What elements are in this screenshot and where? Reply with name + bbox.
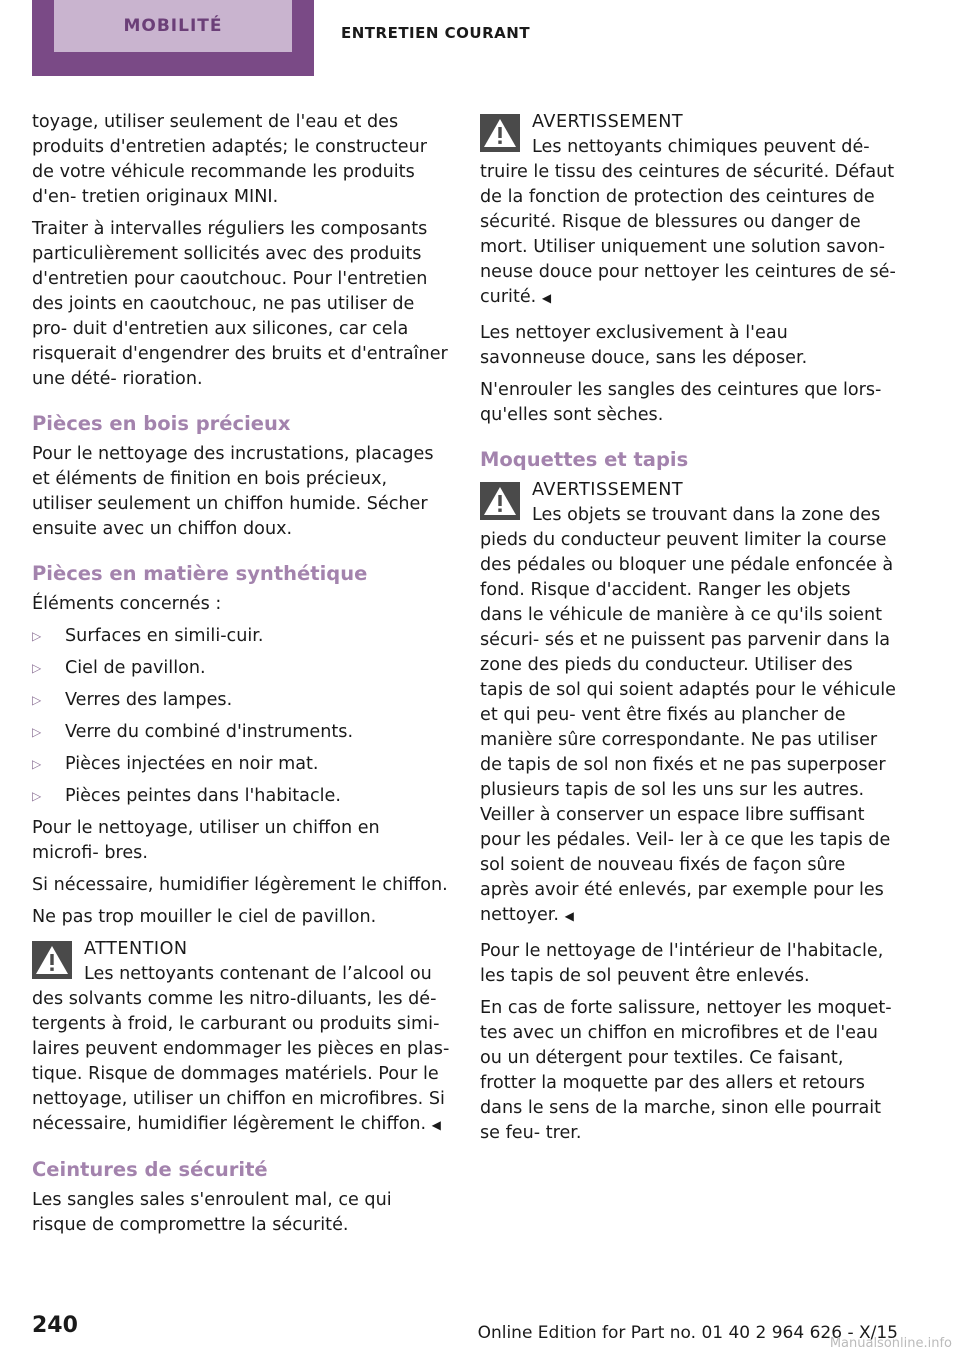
warning-text: truire le tissu des ceintures de sécurité. Défaut de la fonction de protection des ceintures de sécurité. Risque de blessures ou danger de mort. Utiliser uniquement une solution savon‐ neuse douce pour nettoyer les ceintures de sé‐ curité. — [480, 162, 896, 307]
section-title: ENTRETIEN COURANT — [341, 24, 531, 42]
paragraph: En cas de forte salissure, nettoyer les moquet‐ tes avec un chiffon en microfibres et de l'eau ou un détergent pour textiles. Ce faisant, frotter la moquette par des allers et retours dans le sens de la marche, sinon elle pourrait se feu‐ trer. — [480, 998, 892, 1143]
list-item — [32, 752, 450, 777]
heading-seatbelts: Ceintures de sécurité — [32, 1158, 268, 1181]
list-item-text: Surfaces en simili-cuir. — [65, 626, 264, 646]
warning-triangle-icon — [480, 114, 520, 152]
warning-box-carpets — [480, 478, 898, 929]
heading-wood: Pièces en bois précieux — [32, 412, 291, 435]
end-mark-icon: ◀ — [541, 291, 552, 305]
chapter-tab-label: MOBILITÉ — [54, 0, 292, 52]
list-item — [32, 656, 450, 681]
paragraph: Si nécessaire, humidifier légèrement le chiffon. — [32, 875, 448, 895]
list-item — [32, 624, 450, 649]
triangle-bullet-icon: ▷ — [32, 757, 42, 771]
triangle-bullet-icon: ▷ — [32, 725, 42, 739]
paragraph: Pour le nettoyage, utiliser un chiffon en microfi‐ bres. — [32, 818, 380, 863]
triangle-bullet-icon: ▷ — [32, 693, 42, 707]
paragraph: toyage, utiliser seulement de l'eau et des produits d'entretien adaptés; le constructeur de votre véhicule recommande les produits d'en‐ tretien originaux MINI. — [32, 112, 427, 207]
list-item — [32, 784, 450, 809]
warning-title: AVERTISSEMENT — [532, 480, 684, 500]
warning-title: AVERTISSEMENT — [532, 112, 684, 132]
paragraph: Les sangles sales s'enroulent mal, ce qui risque de compromettre la sécurité. — [32, 1190, 392, 1235]
right-column — [480, 110, 898, 1153]
page-number: 240 — [32, 1313, 78, 1338]
list-item-text: Verres des lampes. — [65, 690, 233, 710]
edition-footer: Online Edition for Part no. 01 40 2 964 626 - X/15 — [477, 1323, 898, 1343]
list-item-text: Verre du combiné d'instruments. — [65, 722, 354, 742]
watermark: Manualsonline.info — [829, 1336, 952, 1351]
list-item — [32, 720, 450, 745]
end-mark-icon: ◀ — [431, 1118, 441, 1132]
triangle-bullet-icon: ▷ — [32, 661, 42, 675]
list-item — [32, 688, 450, 713]
attention-text: des solvants comme les nitro-diluants, les dé‐ tergents à froid, le carburant ou produits simi‐ laires peuvent endommager les pièces en plas‐ tique. Risque de dommages matériels. Pour le nettoyage, utiliser un chiffon en microfibres. Si nécessaire, humidifier légèrement le chiffon. — [32, 989, 450, 1134]
triangle-bullet-icon: ▷ — [32, 789, 42, 803]
paragraph: Traiter à intervalles réguliers les composants particulièrement sollicités avec des produits d'entretien pour caoutchouc. Pour l'entretien des joints en caoutchouc, ne pas utiliser de pro‐ duit d'entretien aux silicones, car cela risquerait d'engendrer des bruits et d'entraîner une dété‐ rioration. — [32, 219, 448, 389]
warning-text: pieds du conducteur peuvent limiter la course des pédales ou bloquer une pédale enfoncée à fond. Risque d'accident. Ranger les objets dans le véhicule de manière à ce qu'ils soient sécuri‐ sés et ne puissent pas parvenir dans la zone des pieds du conducteur. Utiliser des tapis de sol qui soient adaptés pour le véhicule et qui peu‐ vent être fixés au plancher de manière sûre correspondante. Ne pas utiliser de tapis de sol non fixés et ne pas superposer plusieurs tapis de sol les uns sur les autres. Veiller à conserver un espace libre suffisant pour les pédales. Veil‐ ler à ce que les tapis de sol soient de nouveau fixés de façon sûre après avoir été enlevés, par exemple pour les nettoyer. — [480, 530, 896, 925]
warning-text-first-line: Les nettoyants chimiques peuvent dé‐ — [532, 137, 870, 157]
end-mark-icon: ◀ — [564, 909, 574, 923]
attention-title: ATTENTION — [84, 939, 188, 959]
list-item-text: Ciel de pavillon. — [65, 658, 206, 678]
parts-list — [32, 624, 450, 809]
heading-synthetic: Pièces en matière synthétique — [32, 562, 368, 585]
left-column — [32, 110, 450, 1245]
paragraph: Éléments concernés : — [32, 594, 222, 614]
warning-text-first-line: Les objets se trouvant dans la zone des — [532, 505, 881, 525]
paragraph: N'enrouler les sangles des ceintures que lors‐ qu'elles sont sèches. — [480, 380, 882, 425]
list-item-text: Pièces peintes dans l'habitacle. — [65, 786, 341, 806]
heading-carpets: Moquettes et tapis — [480, 448, 689, 471]
attention-text-first-line: Les nettoyants contenant de l’alcool ou — [84, 964, 432, 984]
warning-triangle-icon — [480, 482, 520, 520]
attention-box — [32, 937, 450, 1138]
paragraph: Pour le nettoyage des incrustations, placages et éléments de finition en bois précieux, utiliser seulement un chiffon humide. Sécher ensuite avec un chiffon doux. — [32, 444, 434, 539]
paragraph: Ne pas trop mouiller le ciel de pavillon. — [32, 907, 377, 927]
paragraph: Pour le nettoyage de l'intérieur de l'habitacle, les tapis de sol peuvent être enlevés. — [480, 941, 884, 986]
triangle-bullet-icon: ▷ — [32, 629, 42, 643]
warning-triangle-icon — [32, 941, 72, 979]
list-item-text: Pièces injectées en noir mat. — [65, 754, 319, 774]
paragraph: Les nettoyer exclusivement à l'eau savonneuse douce, sans les déposer. — [480, 323, 808, 368]
warning-box-seatbelts — [480, 110, 898, 311]
chapter-tab-mobilite[interactable] — [32, 0, 314, 76]
